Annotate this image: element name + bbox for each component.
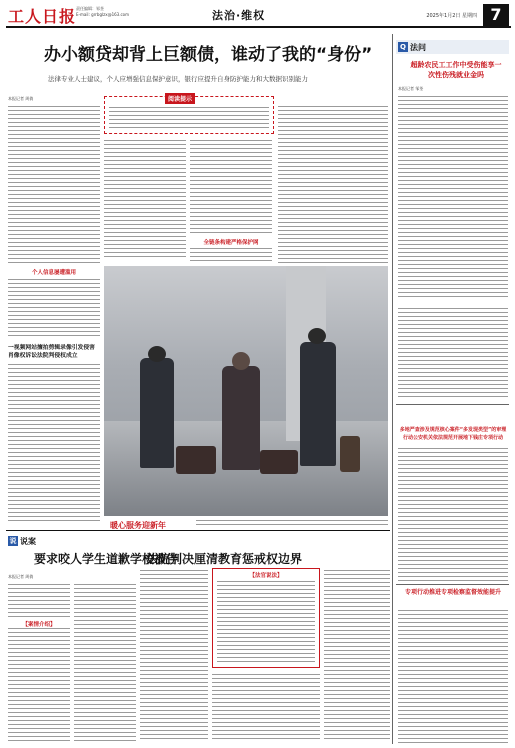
luggage-2	[260, 450, 298, 474]
question-icon: Q	[398, 42, 408, 52]
lead-headline: 办小额贷却背上巨额债，谁动了我的“身份”	[44, 45, 373, 65]
story4-title: 法院判决厘清教育惩戒权边界	[146, 552, 303, 566]
lead-byline: 本报记者 周倩	[8, 96, 34, 101]
story4-box-body	[217, 579, 315, 664]
lead-body-col3b	[190, 246, 272, 262]
section-title: 法治·维权	[212, 9, 266, 22]
reading-tips-body	[109, 105, 269, 130]
lead-body-col3	[190, 138, 272, 234]
right-story1-body	[398, 446, 508, 582]
masthead	[6, 4, 511, 28]
law-qa-header	[396, 40, 509, 54]
law-qa-label: 法问	[410, 43, 426, 52]
story4-body-col2	[212, 672, 320, 742]
lead-subheading-2: 全链条构建严格保护网	[203, 240, 259, 246]
story3-body-col2	[74, 582, 136, 742]
officer-head-left	[148, 346, 166, 362]
news-photo	[104, 266, 388, 516]
newspaper-logo: 工人日报	[8, 7, 77, 26]
story4-box-label: 【法官说法】	[249, 573, 283, 579]
right-story2-body	[398, 608, 508, 744]
page-number: 7	[483, 4, 509, 26]
reading-tips-box	[104, 96, 274, 134]
lead-body-col2	[104, 138, 186, 260]
story2-body	[8, 362, 100, 522]
luggage-1	[176, 446, 216, 474]
lead-subheading-1: 个人信息屡遭滥用	[31, 270, 76, 276]
luggage-3	[340, 436, 360, 472]
law-qa-body	[398, 94, 508, 300]
law-qa-title: 超龄农民工工作中受伤能享一次性伤残就业金吗	[410, 61, 502, 79]
law-qa-byline: 本报记者 邹荃	[398, 86, 424, 91]
reading-tips-label: 阅读提示	[165, 93, 195, 104]
right-filler-body	[398, 306, 508, 400]
story4-comment-box	[212, 568, 320, 668]
officer-figure-right	[300, 342, 336, 466]
editor-info: 责任编辑：邹荃 E-mail: grrbglzx@163.com	[76, 6, 130, 17]
lead-subhead: 法律专业人士建议，个人应增强信息保护意识，银行应提升自身防护能力和大数据识别能力	[48, 75, 308, 83]
story2-title: 一视频网站擅拍剪辑录像引发侵害肖像权诉讼法院判侵权成立	[8, 345, 95, 359]
officer-head-right	[308, 328, 326, 344]
photo-caption	[196, 518, 388, 528]
lead-body-col1	[8, 104, 100, 266]
right-story2-title: 专项行动推进专项检察监督效能提升	[404, 589, 501, 596]
traveler-head	[232, 352, 250, 370]
officer-figure-left	[140, 358, 174, 468]
photo-title: 暖心服务迎新年	[110, 521, 166, 530]
story4-body-col3	[324, 568, 390, 742]
right-divider-1	[396, 404, 509, 405]
story4-body-col1	[140, 568, 208, 742]
section-divider	[6, 530, 390, 531]
lead-body-col1b	[8, 277, 100, 337]
lead-body-col4	[278, 104, 388, 264]
issue-date: 2025年1月2日 星期四	[426, 13, 477, 19]
story3-body-col1	[8, 582, 70, 742]
right-divider-2	[396, 584, 509, 585]
right-column-divider	[392, 34, 393, 744]
case-icon: 说	[9, 537, 17, 545]
traveler-figure	[222, 366, 260, 470]
story3-byline: 本报记者 周倩	[8, 574, 34, 579]
right-story1-title: 多地严查涉及规范核心案件“多发现类型”的审理行动公安机关依法规范开展地下钱庄专项行动	[399, 427, 507, 441]
story3-sub1: 【案情介绍】	[8, 620, 70, 628]
story3-title: 要求咬人学生道歉学校被告	[34, 552, 179, 566]
story3-label: 说案	[20, 537, 36, 546]
